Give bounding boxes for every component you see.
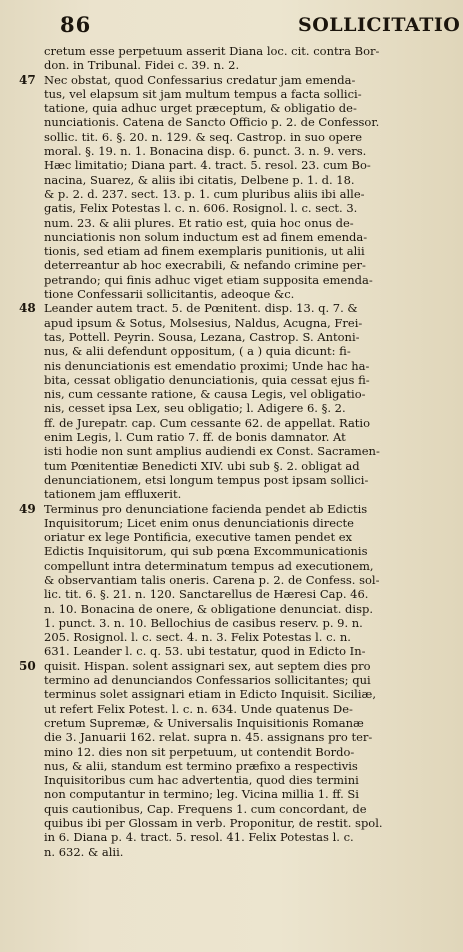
text-line: lic. tit. 6. §. 21. n. 120. Sanctarellus de Hæresi Cap. 46. — [44, 587, 369, 602]
text-line: apud ipsum & Sotus, Molsesius, Naldus, Acugna, Frei- — [44, 315, 363, 330]
paragraph-number: 50 — [19, 658, 36, 673]
text-line: Edictis Inquisitorum, qui sub pœna Excommunicationis — [44, 544, 368, 559]
text-line: compellunt intra determinatum tempus ad executionem, — [44, 558, 374, 573]
text-line: cretum esse perpetuum asserit Diana loc. cit. contra Bor- — [44, 44, 380, 58]
text-line: petrando; qui finis adhuc viget etiam supposita emenda- — [44, 272, 373, 287]
page-number: 86 — [60, 12, 92, 37]
text-line: nus, & alii defendunt oppositum, ( a ) quia dicunt: fi- — [44, 344, 351, 359]
paragraph — [19, 501, 462, 659]
text-line: non computantur in termino; leg. Vicina millia 1. ff. Si — [44, 787, 359, 802]
text-line: tione Confessarii sollicitantis, adeoque &c. — [44, 287, 295, 302]
text-line: Nec obstat, quod Confessarius credatur jam emenda- — [44, 72, 356, 87]
text-line: quisit. Hispan. solent assignari sex, aut septem dies pro — [44, 658, 371, 673]
text-line: quis cautionibus, Cap. Frequens 1. cum concordant, de — [44, 801, 367, 816]
text-line: denunciationem, etsi longum tempus post ipsam sollici- — [44, 472, 369, 487]
text-line: moral. §. 19. n. 1. Bonacina disp. 6. punct. 3. n. 9. vers. — [44, 144, 367, 159]
text-line: Inquisitorum; Licet enim onus denunciationis directe — [44, 515, 354, 530]
text-line: ff. de Jurepatr. cap. Cum cessante 62. de appellat. Ratio — [44, 415, 371, 430]
body-text — [19, 44, 462, 859]
text-line: Terminus pro denunciatione facienda pendet ab Edictis — [44, 501, 368, 516]
text-line: tationem jam effluxerit. — [44, 487, 182, 502]
text-line: in 6. Diana p. 4. tract. 5. resol. 41. Felix Potestas l. c. — [44, 830, 354, 845]
text-line: nunciationis non solum inductum est ad finem emenda- — [44, 229, 368, 244]
text-line: nunciationis. Catena de Sancto Officio p. 2. de Confessor. — [44, 115, 380, 130]
page-header — [0, 8, 463, 44]
text-line: n. 10. Bonacina de onere, & obligatione denunciat. disp. — [44, 601, 374, 616]
text-line: num. 23. & alii plures. Et ratio est, quia hoc onus de- — [44, 215, 354, 230]
text-line: 1. punct. 3. n. 10. Bellochius de casibus reserv. p. 9. n. — [44, 615, 363, 630]
text-line: ut refert Felix Potest. l. c. n. 634. Unde quatenus De- — [44, 701, 353, 716]
text-line: quibus ibi per Glossam in verb. Proponitur, de restit. spol. — [44, 816, 383, 831]
paragraph-number: 48 — [19, 301, 36, 316]
text-line: mino 12. dies non sit perpetuum, ut contendit Bordo- — [44, 744, 355, 759]
paragraph — [19, 72, 462, 302]
text-line: gatis, Felix Potestas l. c. n. 606. Rosignol. l. c. sect. 3. — [44, 201, 358, 216]
text-line: Hæc limitatio; Diana part. 4. tract. 5. resol. 23. cum Bo- — [44, 158, 371, 173]
text-line: nis denunciationis est emendatio proximi; Unde hac ha- — [44, 358, 370, 373]
text-line: 205. Rosignol. l. c. sect. 4. n. 3. Felix Potestas l. c. n. — [44, 630, 351, 645]
paragraph — [19, 658, 462, 859]
text-line: die 3. Januarii 162. relat. supra n. 45. assignans pro ter- — [44, 730, 373, 745]
text-line: n. 632. & alii. — [44, 844, 124, 859]
text-line: terminus solet assignari etiam in Edicto Inquisit. Siciliæ, — [44, 687, 376, 702]
text-line: enim Legis, l. Cum ratio 7. ff. de bonis damnator. At — [44, 430, 346, 445]
text-line: nis, cum cessante ratione, & causa Legis, vel obligatio- — [44, 387, 366, 402]
text-line: & observantiam talis oneris. Carena p. 2. de Confess. sol- — [44, 572, 380, 587]
text-line: tatione, quia adhuc urget præceptum, & obligatio de- — [44, 101, 357, 116]
running-head: SOLLICITATIO — [298, 14, 461, 36]
text-line: nus, & alii, standum est termino præfixo a respectivis — [44, 758, 358, 773]
text-line: tas, Pottell. Peyrin. Sousa, Lezana, Castrop. S. Antoni- — [44, 329, 360, 344]
text-line: termino ad denunciandos Confessarios sollicitantes; qui — [44, 673, 371, 688]
paragraph-number: 49 — [19, 501, 36, 516]
text-line: isti hodie non sunt amplius audiendi ex Const. Sacramen- — [44, 444, 380, 459]
text-line: nis, cesset ipsa Lex, seu obligatio; l. Adigere 6. §. 2. — [44, 401, 346, 416]
text-line: Leander autem tract. 5. de Pœnitent. disp. 13. q. 7. & — [44, 301, 358, 316]
text-line: don. in Tribunal. Fidei c. 39. n. 2. — [44, 58, 240, 73]
text-line: tionis, sed etiam ad finem exemplaris punitionis, ut alii — [44, 244, 365, 259]
text-line: tus, vel elapsum sit jam multum tempus a facta sollici- — [44, 86, 362, 101]
text-line: nacina, Suarez, & aliis ibi citatis, Delbene p. 1. d. 18. — [44, 172, 355, 187]
paragraph-number: 47 — [19, 72, 36, 87]
paragraph — [19, 301, 462, 502]
paragraph — [44, 44, 462, 73]
text-line: sollic. tit. 6. §. 20. n. 129. & seq. Castrop. in suo opere — [44, 129, 363, 144]
text-line: tum Pœnitentiæ Benedicti XIV. ubi sub §. 2. obligat ad — [44, 458, 360, 473]
text-line: 631. Leander l. c. q. 53. ubi testatur, quod in Edicto In- — [44, 644, 366, 659]
text-line: oriatur ex lege Pontificia, executive tamen pendet ex — [44, 530, 353, 545]
text-line: Inquisitoribus cum hac advertentia, quod dies termini — [44, 773, 359, 788]
text-line: deterreantur ab hoc execrabili, & nefando crimine per- — [44, 258, 366, 273]
text-line: cretum Supremæ, & Universalis Inquisitionis Romanæ — [44, 715, 364, 730]
text-line: bita, cessat obligatio denunciationis, quia cessat ejus fi- — [44, 372, 370, 387]
text-line: & p. 2. d. 237. sect. 13. p. 1. cum pluribus aliis ibi alle- — [44, 186, 365, 201]
